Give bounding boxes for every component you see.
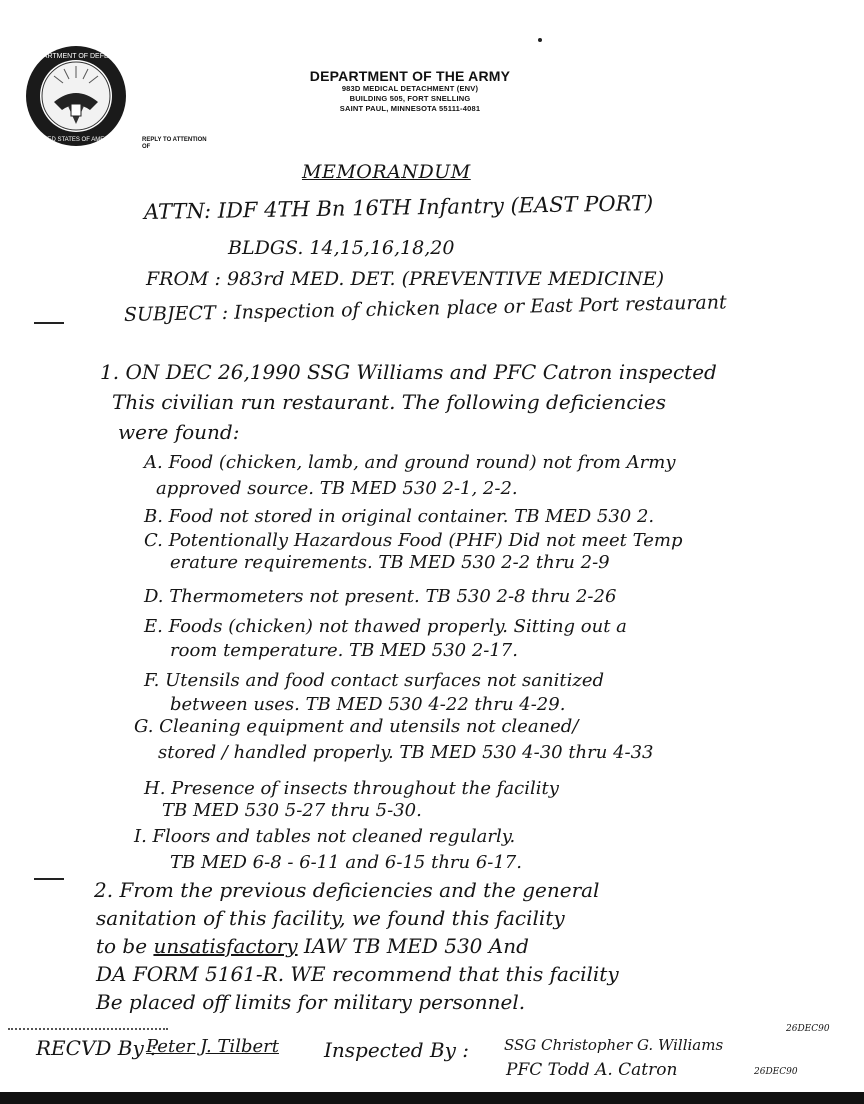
dotted-rule — [8, 1028, 168, 1030]
deficiency-item: E. Foods (chicken) not thawed properly. Sitting out a — [144, 616, 627, 637]
deficiency-item: H. Presence of insects throughout the facility — [144, 778, 559, 799]
deficiency-item: I. Floors and tables not cleaned regularly. — [134, 826, 516, 847]
letterhead — [260, 68, 560, 114]
deficiency-item: A. Food (chicken, lamb, and ground round) not from Army — [144, 452, 676, 473]
deficiency-item: C. Potentionally Hazardous Food (PHF) Did not meet Temp — [144, 530, 683, 551]
paragraph2-line: Be placed off limits for military personnel. — [96, 990, 526, 1014]
margin-mark — [34, 878, 64, 880]
deficiency-item: TB MED 530 5-27 thru 5-30. — [162, 800, 422, 821]
deficiency-item: F. Utensils and food contact surfaces not sanitized — [144, 670, 605, 691]
seal-text-bottom: UNITED STATES OF AMERICA — [33, 137, 119, 143]
paragraph2-text: to be — [96, 934, 154, 958]
memo-title: MEMORANDUM — [302, 161, 471, 183]
speck — [538, 38, 542, 42]
department-of-defense-seal — [24, 44, 128, 148]
deficiency-item: B. Food not stored in original container. TB MED 530 2. — [144, 506, 655, 527]
buildings-line: BLDGS. 14,15,16,18,20 — [228, 237, 455, 259]
paragraph2-line: 2. From the previous deficiencies and the general — [94, 878, 600, 902]
inspector-initials-date: 26DEC90 — [786, 1024, 830, 1034]
subject-line: SUBJECT : Inspection of chicken place or East Port restaurant — [123, 291, 727, 326]
reply-to-label: REPLY TO ATTENTION OF — [142, 137, 207, 150]
unsatisfactory-rating: unsatisfactory — [153, 934, 298, 958]
deficiency-item: approved source. TB MED 530 2-1, 2-2. — [156, 478, 518, 499]
paragraph1-line: were found: — [118, 420, 240, 444]
received-by-label: RECVD By : — [36, 1036, 157, 1060]
deficiency-item: D. Thermometers not present. TB 530 2-8 thru 2-26 — [144, 586, 617, 607]
from-line: FROM : 983rd MED. DET. (PREVENTIVE MEDICINE) — [146, 268, 664, 290]
inspected-by-label: Inspected By : — [324, 1038, 470, 1062]
paragraph2-line — [96, 934, 529, 958]
deficiency-item: between uses. TB MED 530 4-22 thru 4-29. — [170, 694, 566, 715]
scan-edge-bar — [0, 1092, 864, 1104]
deficiency-item: stored / handled properly. TB MED 530 4-30 thru 4-33 — [158, 742, 654, 763]
received-signature: Peter J. Tilbert — [146, 1036, 279, 1057]
attention-line: ATTN: IDF 4TH Bn 16TH Infantry (EAST PORT) — [143, 191, 654, 224]
letterhead-title: DEPARTMENT OF THE ARMY — [309, 68, 511, 84]
paragraph1-line: This civilian run restaurant. The following deficiencies — [112, 390, 667, 414]
deficiency-item: room temperature. TB MED 530 2-17. — [170, 640, 518, 661]
letterhead-building: BUILDING 505, FORT SNELLING — [349, 94, 471, 103]
margin-mark — [34, 322, 64, 324]
deficiency-item: TB MED 6-8 - 6-11 and 6-15 thru 6-17. — [170, 852, 522, 873]
deficiency-item: erature requirements. TB MED 530 2-2 thru 2-9 — [170, 552, 610, 573]
inspector-initials-date: 26DEC90 — [754, 1067, 798, 1077]
paragraph2-line: sanitation of this facility, we found this facility — [96, 906, 565, 930]
inspector-signature: SSG Christopher G. Williams — [504, 1036, 724, 1054]
seal-text-top: DEPARTMENT OF DEFENSE — [28, 53, 124, 60]
paragraph2-line: DA FORM 5161-R. WE recommend that this facility — [96, 962, 619, 986]
paragraph2-text: IAW TB MED 530 And — [297, 934, 529, 958]
deficiency-item: G. Cleaning equipment and utensils not cleaned/ — [134, 716, 579, 737]
inspector-signature: PFC Todd A. Catron — [506, 1060, 678, 1080]
letterhead-unit: 983D MEDICAL DETACHMENT (ENV) — [341, 84, 479, 93]
letterhead-city: SAINT PAUL, MINNESOTA 55111-4081 — [339, 104, 481, 113]
paragraph1-line: 1. ON DEC 26,1990 SSG Williams and PFC Catron inspected — [100, 360, 717, 384]
